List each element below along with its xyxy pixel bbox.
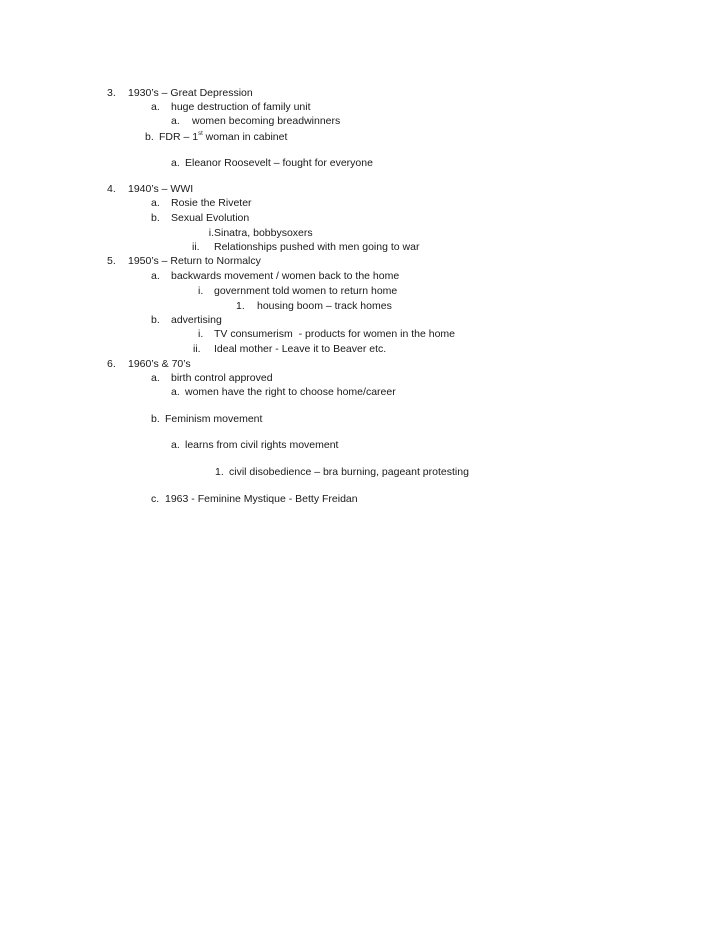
item-text: Sinatra, bobbysoxers: [214, 227, 313, 239]
item-marker: a.: [171, 386, 180, 398]
item-marker: ii.: [192, 241, 200, 253]
outline-subitem: [198, 328, 455, 340]
item-text: 1950’s – Return to Normalcy: [128, 255, 261, 267]
item-marker: 1.: [215, 466, 224, 478]
item-marker: b.: [151, 212, 160, 224]
item-text: birth control approved: [171, 372, 273, 384]
outline-subitem: [171, 115, 340, 127]
outline-subitem: [192, 241, 419, 253]
outline-subitem: [198, 285, 397, 297]
item-text: women becoming breadwinners: [192, 115, 341, 127]
outline-subitem: [151, 493, 358, 505]
item-marker: i.: [198, 285, 204, 297]
outline-subitem: [151, 212, 249, 224]
item-text: 1940’s – WWI: [128, 183, 194, 195]
outline-subitem: [194, 227, 313, 239]
item-text: 1930’s – Great Depression: [128, 87, 253, 99]
item-marker: b.: [145, 131, 154, 143]
outline-subitem: [151, 372, 273, 384]
item-text: Eleanor Roosevelt – fought for everyone: [185, 157, 373, 169]
item-text: 1963 - Feminine Mystique - Betty Freidan: [165, 493, 358, 505]
outline-subitem: [151, 270, 399, 282]
outline-subitem: [171, 386, 396, 398]
item-marker: b.: [151, 413, 160, 425]
outline-item-1950s: [107, 255, 261, 267]
item-text: women have the right to choose home/career: [185, 386, 396, 398]
item-marker: ii.: [193, 343, 201, 355]
outline-item-1930s: [107, 87, 253, 99]
item-marker: a.: [151, 270, 160, 282]
item-marker: i.: [198, 328, 204, 340]
item-text: huge destruction of family unit: [171, 101, 311, 113]
outline-subitem: [236, 300, 392, 312]
item-marker: c.: [151, 493, 160, 505]
item-text: TV consumerism - products for women in the home: [214, 328, 456, 340]
outline-subitem: [151, 197, 252, 209]
item-marker: i.: [208, 227, 214, 239]
item-marker: a.: [171, 157, 180, 169]
item-marker: 1.: [236, 300, 245, 312]
item-text: 1960’s & 70’s: [128, 358, 191, 370]
item-text: government told women to return home: [214, 285, 398, 297]
outline-subitem: [171, 439, 338, 451]
item-marker: 4.: [107, 183, 116, 195]
item-marker: 5.: [107, 255, 116, 267]
item-marker: b.: [151, 314, 160, 326]
outline-subitem: [193, 343, 386, 355]
item-text: Feminism movement: [165, 413, 263, 425]
item-marker: a.: [151, 101, 160, 113]
item-marker: a.: [151, 197, 160, 209]
outline-subitem: [145, 131, 287, 143]
item-marker: 3.: [107, 87, 116, 99]
item-text: Sexual Evolution: [171, 212, 250, 224]
item-marker: a.: [171, 115, 180, 127]
item-text: backwards movement / women back to the home: [171, 270, 400, 282]
outline-item-1940s: [107, 183, 193, 195]
item-marker: a.: [151, 372, 160, 384]
item-text: Rosie the Riveter: [171, 197, 252, 209]
item-marker: a.: [171, 439, 180, 451]
outline-subitem: [171, 157, 373, 169]
item-text: Relationships pushed with men going to war: [214, 241, 420, 253]
item-text: FDR – 1st woman in cabinet: [159, 131, 288, 143]
outline-subitem: [151, 314, 222, 326]
outline-subitem: [151, 101, 311, 113]
outline-item-1960s-70s: [107, 358, 191, 370]
item-text: learns from civil rights movement: [185, 439, 339, 451]
item-text: Ideal mother - Leave it to Beaver etc.: [214, 343, 387, 355]
item-marker: 6.: [107, 358, 116, 370]
outline-subitem: [151, 413, 262, 425]
item-text: civil disobedience – bra burning, pageant protesting: [229, 466, 469, 478]
item-text: housing boom – track homes: [257, 300, 392, 312]
item-text: advertising: [171, 314, 222, 326]
outline-subitem: [215, 466, 469, 478]
